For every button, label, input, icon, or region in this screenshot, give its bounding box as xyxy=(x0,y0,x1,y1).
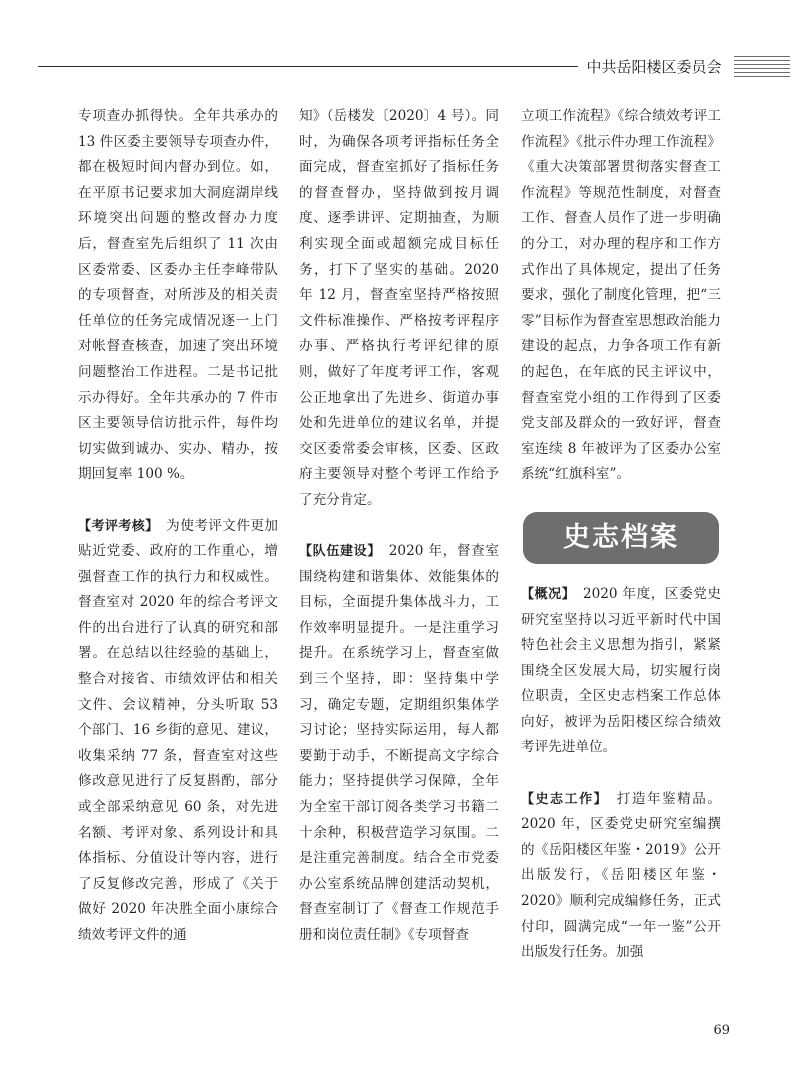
paragraph: 立项工作流程》《综合绩效考评工作流程》《批示件办理工作流程》《重大决策部署贯彻落实督查工作流程》等规范性制度，对督查工作、督查人员作了进一步明确的分工，对办理的程序和工作方式作出了具体规定，提出了任务要求，强化了制度化管理，把“三零”目标作为督查室思想政治能力建设的起点，力争各项工作有新的起色，在年底的民主评议中，督查室党小组的工作得到了区委党支部及群众的一致好评，督查室连续 8 年被评为了区委办公室系统“红旗科室”。 xyxy=(521,108,721,483)
section-heading: 【史志工作】 xyxy=(521,791,602,807)
paragraph: 知》（岳楼发〔2020〕4 号）。同时，为确保各项考评指标任务全面完成，督查室抓好了指标任务的督查督办，坚持做到按月调度、逐季讲评、定期抽查，为顺利实现全面或超额完成目标任务，打下了坚实的基础。2020 年 12 月，督查室坚持严格按照文件标准操作、严格按考评程序办事、严格执行考评纪律的原则，做好了年度考评工作，客观公正地拿出了先进乡、街道办事处和先进单位的建议名单，并提交区委常委会审核，区委、区政府主要领导对整个考评工作给予了充分肯定。 xyxy=(299,108,499,508)
paragraph-text: 为使考评文件更加贴近党委、政府的工作重心，增强督查工作的执行力和权威性。督查室对 2020 年的综合考评文件的出台进行了认真的研究和部署。在总结以往经验的基础上，整合对接省、市绩效评估和相关文件、会议精神，分头听取 53 个部门、16 乡街的意见、建议，收集采纳 77 条，督查室对这些修改意见进行了反复斟酌，部分或全部采纳意见 60 条，对先进名额、考评对象、系列设计和具体指标、分值设计等内容，进行了反复修改完善，形成了《关于做好 2020 年决胜全面小康综合绩效考评文件的通 xyxy=(78,517,278,943)
header-title: 中共岳阳楼区委员会 xyxy=(586,58,722,76)
section-heading: 【队伍建设】 xyxy=(299,544,375,560)
section-heading: 【考评考核】 xyxy=(78,518,153,534)
paragraph xyxy=(521,787,721,966)
text-column-1 xyxy=(78,104,278,1024)
paragraph-text: 打造年鉴精品。2020 年，区委党史研究室编撰的《岳阳楼区年鉴・2019》公开出版发行，《岳阳楼区年鉴・2020》顺利完成编修任务，正式付印，圆满完成“一年一鉴”公开出版发行任务。加强 xyxy=(521,790,721,961)
section-title-banner xyxy=(523,512,719,564)
page-number: 69 xyxy=(713,1023,730,1038)
text-column-2 xyxy=(299,104,499,1024)
paragraph xyxy=(521,582,721,761)
paragraph xyxy=(299,539,499,949)
section-heading: 【概况】 xyxy=(521,586,569,602)
paragraph-text: 2020 年，督查室围绕构建和谐集体、效能集体的目标，全面提升集体战斗力，工作效率明显提升。一是注重学习提升。在系统学习上，督查室做到三个坚持，即：坚持集中学习，确定专题，定期组织集体学习讨论；坚持实际运用，每人都要勤于动手，不断提高文字综合能力；坚持提供学习保障，全年为全室干部订阅各类学习书籍二十余种，积极营造学习氛围。二是注重完善制度。结合全市党委办公室系统品牌创建活动契机，督查室制订了《督查工作规范手册和岗位责任制》《专项督查 xyxy=(299,543,499,943)
paragraph: 专项查办抓得快。全年共承办的 13 件区委主要领导专项查办件，都在极短时间内督办到位。如，在平原书记要求加大洞庭湖岸线环境突出问题的整改督办力度后，督查室先后组织了 11 次由区委常委、区委办主任李峰带队的专项督查，对所涉及的相关责任单位的任务完成情况逐一上门对帐督查核查，加速了突出环境问题整治工作进程。二是书记批示办得好。全年共承办的 7 件市区主要领导信访批示件，每件均切实做到诚办、实办、精办，按期回复率 100 %。 xyxy=(78,108,278,483)
running-header xyxy=(0,50,793,84)
paragraph xyxy=(78,514,278,949)
text-column-3 xyxy=(521,104,721,1024)
header-rule xyxy=(38,66,578,67)
header-stripes-decoration xyxy=(734,56,790,78)
section-title: 史志档案 xyxy=(563,522,679,554)
paragraph-text: 2020 年度，区委党史研究室坚持以习近平新时代中国特色社会主义思想为指引，紧紧围绕全区发展大局，切实履行岗位职责，全区史志档案工作总体向好，被评为岳阳楼区综合绩效考评先进单位。 xyxy=(521,585,721,756)
